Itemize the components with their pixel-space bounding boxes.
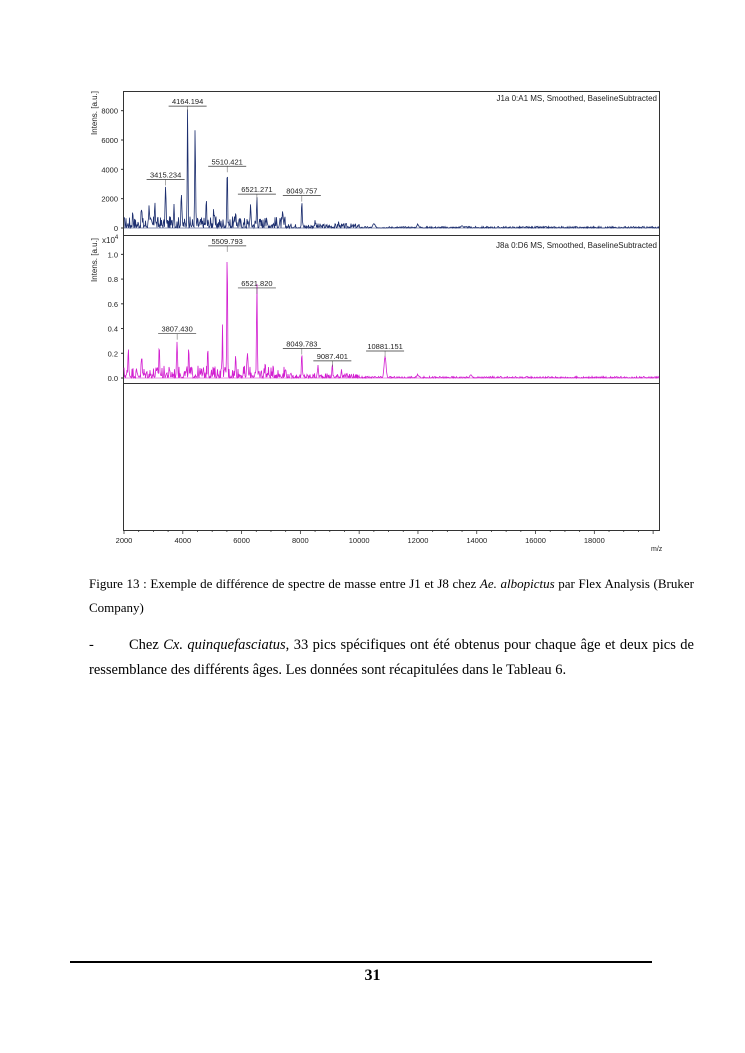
x-tick-label: 10000 bbox=[348, 536, 370, 545]
peak-label: 10881.151 bbox=[367, 341, 403, 351]
y-tick-label: 2000 bbox=[101, 194, 118, 204]
peak-labels bbox=[147, 97, 404, 367]
y-tick-label: 0.2 bbox=[107, 349, 118, 359]
x-tick-label: 12000 bbox=[407, 536, 429, 545]
x-axis-ticks bbox=[116, 530, 653, 545]
y-tick-label: 0 bbox=[113, 224, 118, 233]
y-tick-label: 4000 bbox=[101, 165, 118, 175]
bottom-spectrum-line bbox=[124, 262, 659, 378]
y-tick-label: 6000 bbox=[101, 136, 118, 145]
x-tick-label: 16000 bbox=[525, 536, 546, 545]
paragraph-species: Cx. quinquefasciatus bbox=[163, 637, 286, 653]
x-tick-label: 4000 bbox=[174, 536, 192, 545]
y-tick-label: 0.4 bbox=[107, 324, 118, 334]
y-tick-label: 0.6 bbox=[107, 299, 118, 309]
top-y-axis-label: Intens. [a.u.] bbox=[90, 90, 99, 136]
bottom-panel-title: J8a 0:D6 MS, Smoothed, BaselineSubtracted bbox=[496, 241, 657, 250]
bottom-y-axis-label: Intens. [a.u.] bbox=[90, 237, 99, 283]
caption-prefix: Figure 13 : Exemple de différence de spectre de masse entre J1 et J8 chez bbox=[89, 576, 480, 591]
x-tick-label: 14000 bbox=[466, 536, 488, 545]
figure-caption bbox=[89, 572, 694, 620]
paragraph-post: , 33 pics spécifiques ont été obtenus pour chaque âge et deux pics de ressemblance des différents âges. Les données sont récapitulées dans le Tableau 6. bbox=[89, 637, 694, 678]
y-tick-label: 8000 bbox=[101, 106, 118, 116]
x-tick-label: 18000 bbox=[583, 536, 605, 545]
paragraph-bullet: - bbox=[89, 637, 94, 653]
peak-label: 3415.234 bbox=[149, 170, 182, 180]
y-tick-label: 0.0 bbox=[107, 374, 118, 383]
bottom-y-ticks bbox=[108, 250, 659, 383]
footer-rule bbox=[70, 961, 652, 963]
top-spectrum-line bbox=[124, 110, 659, 229]
peak-label: 8049.783 bbox=[286, 339, 318, 349]
page-number: 31 bbox=[364, 967, 381, 984]
top-y-ticks bbox=[101, 107, 659, 233]
x-tick-label: 2000 bbox=[115, 536, 133, 545]
body-paragraph bbox=[89, 633, 694, 683]
top-panel-title: J1a 0:A1 MS, Smoothed, BaselineSubtracted bbox=[496, 94, 657, 103]
peak-label: 9087.401 bbox=[316, 351, 348, 361]
x-axis-label: m/z bbox=[651, 546, 663, 553]
y-tick-label: 0.8 bbox=[107, 275, 118, 285]
x-tick-label: 6000 bbox=[233, 536, 250, 545]
peak-label: 4164.194 bbox=[171, 97, 204, 107]
peak-label: 3807.430 bbox=[161, 324, 193, 334]
caption-suffix: par Flex Analysis (Bruker Company) bbox=[89, 576, 694, 615]
peak-label: 6521.820 bbox=[241, 278, 273, 288]
peak-label: 5510.421 bbox=[211, 157, 243, 167]
caption-species: Ae. albopictus bbox=[479, 576, 555, 591]
bottom-y-multiplier: $x10^4$ bbox=[102, 235, 119, 245]
peak-label: 8049.757 bbox=[286, 186, 318, 196]
peak-label: 6521.271 bbox=[241, 185, 273, 195]
x-tick-label: 8000 bbox=[292, 536, 309, 545]
y-tick-label: 1.0 bbox=[107, 250, 118, 260]
peak-label: 5509.793 bbox=[211, 236, 243, 246]
paragraph-pre: Chez bbox=[129, 637, 164, 653]
plot-frame bbox=[124, 92, 660, 531]
